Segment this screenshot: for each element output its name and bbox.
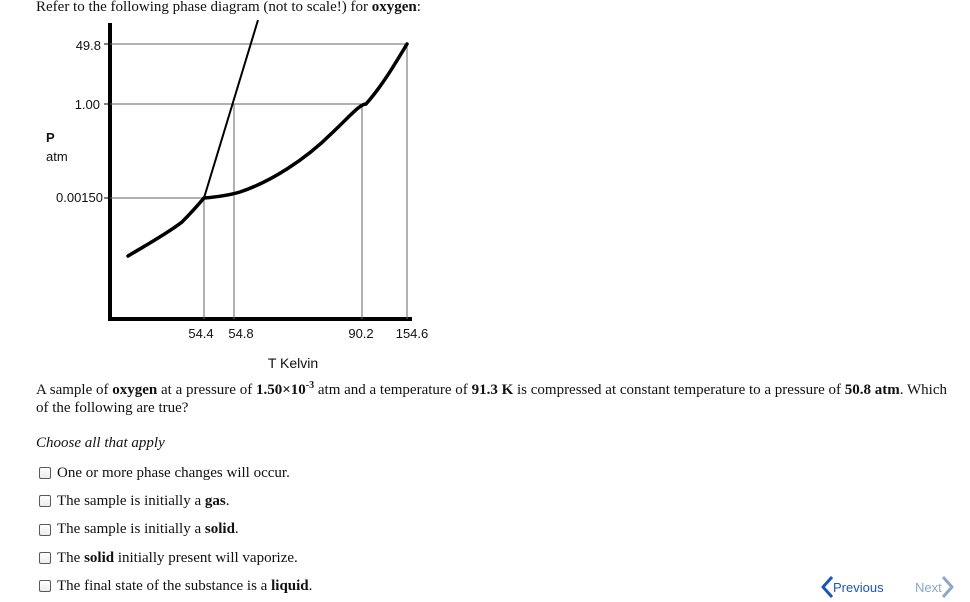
question-part5: . Which of the following are true? (36, 382, 948, 416)
answer-emphasis-5: liquid (271, 577, 309, 594)
answer-text-4: The (57, 549, 85, 566)
question-text (36, 381, 951, 417)
sublimation-curve (128, 198, 204, 256)
x-tick-label-54-4: 54.4 (188, 326, 214, 341)
checkbox-1[interactable] (39, 467, 51, 479)
checkbox-5[interactable] (39, 580, 51, 592)
answer-option-3[interactable] (39, 516, 312, 544)
x-axis-label: T Kelvin (267, 355, 319, 371)
answer-text-3: The sample is initially a (57, 521, 205, 538)
question-initial-pressure (256, 382, 314, 398)
x-tick-label-154-6: 154.6 (395, 326, 429, 341)
answer-emphasis-2: gas (204, 492, 226, 509)
answer-text-1: One or more phase changes will occur. (57, 464, 290, 481)
instruction-text: Choose all that apply (36, 435, 165, 451)
y-axis-label-unit: atm (46, 149, 68, 164)
answer-label-3 (57, 521, 239, 538)
y-tick-label-1-00: 1.00 (74, 97, 100, 112)
answer-label-1 (57, 465, 290, 482)
question-temperature: 91.3 K (471, 382, 514, 398)
answer-suffix-4: initially present will vaporize. (114, 549, 298, 566)
answer-emphasis-4: solid (84, 549, 115, 566)
answer-emphasis-3: solid (204, 521, 235, 538)
checkbox-4[interactable] (39, 552, 51, 564)
chevron-left-icon (821, 576, 833, 598)
previous-button[interactable] (821, 574, 884, 600)
answer-options (39, 459, 312, 600)
y-tick-label-49-8: 49.8 (75, 38, 101, 53)
question-part1: A sample of (36, 382, 113, 398)
melting-curve (204, 20, 258, 198)
checkbox-2[interactable] (39, 495, 51, 507)
answer-label-2 (57, 493, 229, 510)
next-label: Next (915, 579, 942, 595)
phase-diagram (0, 0, 460, 380)
question-pressure-base: 1.50×10 (255, 382, 306, 398)
y-tick-label-0-00150: 0.00150 (56, 190, 103, 205)
intro-suffix: : (416, 0, 421, 15)
y-axis-label-p: P (46, 130, 55, 145)
answer-label-4 (57, 550, 298, 567)
answer-option-1[interactable] (39, 459, 312, 487)
chevron-right-icon (942, 576, 954, 598)
answer-text-2: The sample is initially a (57, 492, 205, 509)
x-tick-label-90-2: 90.2 (348, 326, 374, 341)
answer-suffix-2: . (225, 492, 230, 509)
answer-text-5: The final state of the substance is a (57, 577, 272, 594)
checkbox-3[interactable] (39, 524, 51, 536)
answer-suffix-5: . (308, 577, 313, 594)
answer-option-5[interactable] (39, 572, 312, 600)
intro-substance: oxygen (371, 0, 417, 15)
answer-label-5 (57, 578, 312, 595)
question-pressure-exponent: -3 (305, 380, 315, 391)
question-part4: is compressed at constant temperature to a pressure of (513, 382, 845, 398)
question-part3: atm and a temperature of (314, 382, 472, 398)
intro-prefix: Refer to the following phase diagram (not to scale!) for (36, 0, 372, 15)
question-substance: oxygen (112, 382, 158, 398)
answer-option-2[interactable] (39, 487, 312, 515)
question-final-pressure: 50.8 atm (844, 382, 900, 398)
x-tick-label-54-8: 54.8 (228, 326, 254, 341)
next-button[interactable] (915, 574, 954, 600)
previous-label: Previous (833, 579, 884, 595)
question-part2: at a pressure of (157, 382, 256, 398)
answer-suffix-3: . (234, 521, 239, 538)
answer-option-4[interactable] (39, 544, 312, 572)
